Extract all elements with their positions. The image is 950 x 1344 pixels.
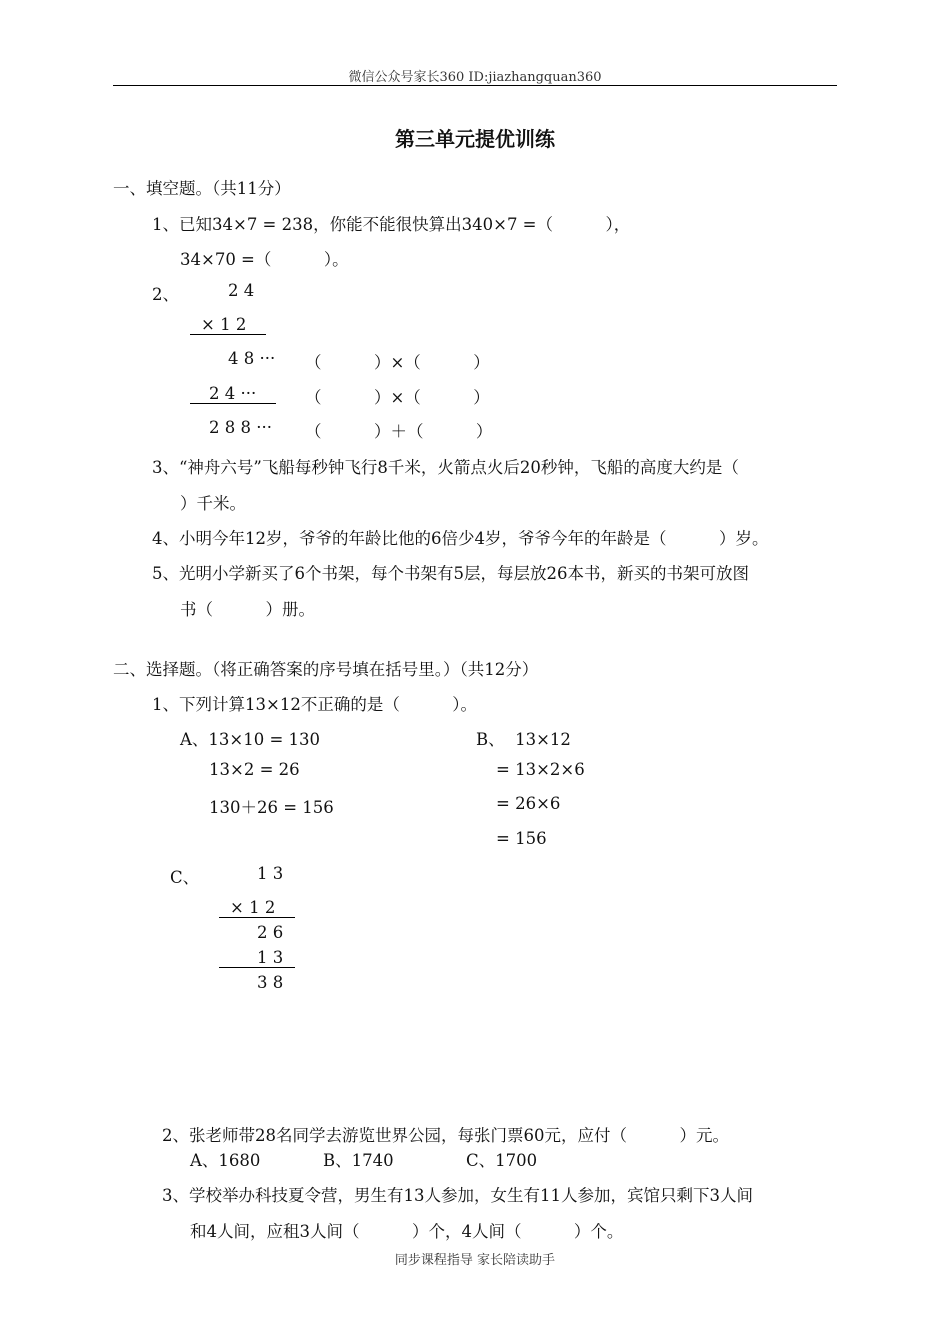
s2-q2-optB: B、1740 (323, 1151, 394, 1170)
header-rule (113, 85, 837, 86)
s2-q1-optA-line3: 130＋26 = 156 (209, 798, 334, 817)
s2-q1-optA-line1: A、13×10 = 130 (180, 730, 321, 749)
s2-q2-optA: A、1680 (190, 1151, 261, 1170)
s1-q2-multiplier: × 1 2 (201, 315, 247, 334)
s2-q1-optB-line2: = 13×2×6 (496, 760, 585, 779)
s1-q2-multiplicand: 2 4 (228, 281, 255, 300)
s2-q2: 2、张老师带28名同学去游览世界公园，每张门票60元，应付（ ）元。 (162, 1126, 729, 1145)
s1-q2-partial2-exp: （ ）×（ ） (305, 388, 490, 407)
s2-q1-optB-line1: B、 13×12 (476, 730, 571, 749)
s1-q2-label: 2、 (152, 285, 179, 304)
s2-q1-optC-partial1: 2 6 (257, 923, 284, 942)
s2-q1-optC-line-2 (219, 967, 295, 968)
s1-q1-line2: 34×70 =（ ）。 (180, 250, 349, 269)
s2-q1-optC-label: C、 (170, 868, 200, 887)
s1-q2-partial2: 2 4 ··· (209, 384, 257, 403)
s2-q1-optB-line3: = 26×6 (496, 794, 561, 813)
s2-q1-optC-partial2: 1 3 (257, 948, 284, 967)
section1-heading: 一、填空题。（共11分） (113, 179, 291, 198)
page-header: 微信公众号家长360 ID:jiazhangquan360 (348, 70, 602, 85)
s1-q1-line1: 1、已知34×7 = 238，你能不能很快算出340×7 =（ ）， (152, 215, 631, 234)
s1-q3-line2: ）千米。 (180, 494, 246, 513)
s1-q2-partial1-exp: （ ）×（ ） (305, 353, 490, 372)
s2-q1-optC-line-1 (219, 917, 295, 918)
s1-q2-result: 2 8 8 ··· (209, 418, 272, 437)
s1-q4: 4、小明今年12岁，爷爷的年龄比他的6倍少4岁，爷爷今年的年龄是（ ）岁。 (152, 529, 769, 548)
s2-q1-optC-result: 3 8 (257, 973, 284, 992)
s1-q5-line2: 书（ ）册。 (180, 600, 315, 619)
s1-q2-partial1: 4 8 ··· (228, 349, 276, 368)
s2-q3-line2: 和4人间，应租3人间（ ）个，4人间（ ）个。 (190, 1222, 624, 1241)
section2-heading: 二、选择题。（将正确答案的序号填在括号里。）（共12分） (113, 660, 539, 679)
s2-q1: 1、下列计算13×12不正确的是（ ）。 (152, 695, 478, 714)
s1-q2-result-exp: （ ）＋（ ） (305, 422, 493, 441)
page-footer: 同步课程指导 家长陪读助手 (394, 1253, 556, 1268)
s1-q3-line1: 3、“神舟六号”飞船每秒钟飞行8千米，火箭点火后20秒钟，飞船的高度大约是（ (152, 458, 739, 477)
s2-q1-optC-multiplicand: 1 3 (257, 864, 284, 883)
s1-q2-line-2 (190, 403, 276, 404)
s2-q1-optB-line4: = 156 (496, 829, 547, 848)
s1-q5-line1: 5、光明小学新买了6个书架，每个书架有5层，每层放26本书，新买的书架可放图 (152, 564, 749, 583)
s1-q2-line-1 (190, 334, 266, 335)
s2-q2-optC: C、1700 (466, 1151, 538, 1170)
page-title: 第三单元提优训练 (395, 127, 555, 151)
s2-q3-line1: 3、学校举办科技夏令营，男生有13人参加，女生有11人参加，宾馆只剩下3人间 (162, 1186, 753, 1205)
s2-q1-optA-line2: 13×2 = 26 (209, 760, 300, 779)
s2-q1-optC-multiplier: × 1 2 (230, 898, 276, 917)
